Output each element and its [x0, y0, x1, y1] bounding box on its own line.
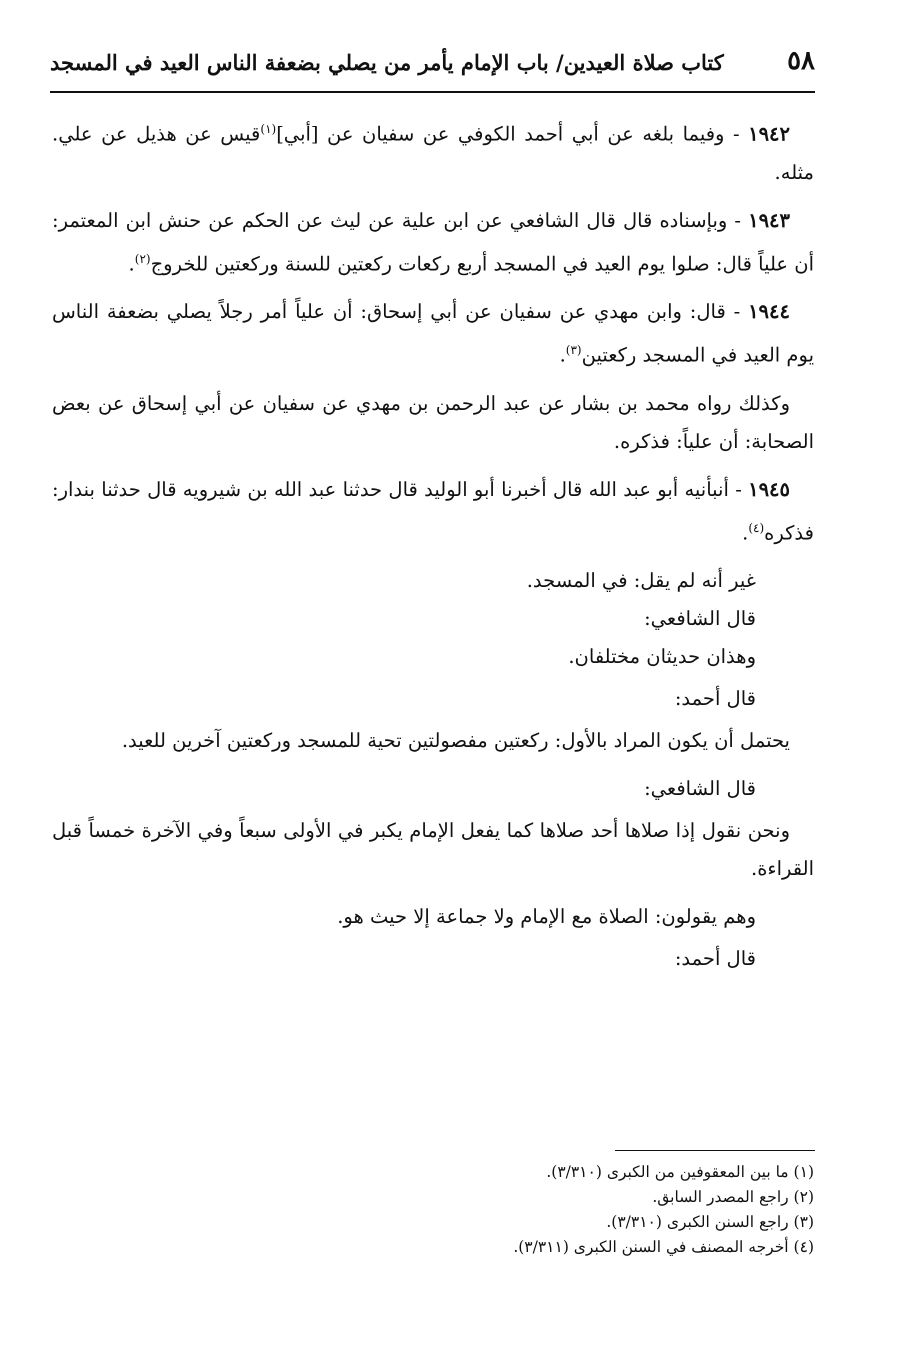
paragraph-riwaya [52, 385, 814, 461]
hadith-text: قال: وابن مهدي عن سفيان عن أبي إسحاق: أن علياً أمر رجلاً يصلي بضعفة الناس يوم العيد في المسجد ركعتين [52, 300, 814, 367]
footnote-4 [52, 1235, 814, 1260]
hadith-number: ١٩٤٣ [748, 208, 790, 232]
footnote-number: (٢) [793, 1188, 814, 1206]
footnote-ref: (٢) [134, 251, 151, 266]
footnotes [52, 1160, 814, 1260]
footnote-ref: (٣) [565, 343, 582, 357]
main-text [52, 110, 814, 982]
footnote-text: راجع المصدر السابق. [652, 1188, 789, 1206]
hadith-text-cont: . [559, 343, 566, 367]
hadith-1945 [52, 471, 814, 553]
hadith-separator: - [725, 300, 749, 323]
hadith-separator: - [724, 122, 749, 146]
header-rule [50, 91, 815, 93]
page-number: ٥٨ [787, 46, 815, 76]
speaker-ahmad: قال أحمد: [674, 687, 756, 710]
footnote-3 [52, 1210, 814, 1235]
footnote-number: (١) [793, 1163, 814, 1181]
speaker-shafii-2: قال الشافعي: [644, 777, 756, 800]
hadith-1944 [52, 293, 814, 375]
footnote-text: راجع السنن الكبرى (٣/٣١٠). [606, 1213, 789, 1231]
paragraph-text: وكذلك رواه محمد بن بشار عن عبد الرحمن بن مهدي عن سفيان عن أبي إسحاق عن بعض الصحابة: أن علياً: فذكره. [52, 391, 814, 453]
speaker-shafii: قال الشافعي: [644, 607, 756, 630]
footnote-1 [52, 1160, 814, 1185]
hadith-text: وبإسناده قال قال الشافعي عن ابن علية عن ليث عن الحكم عن حنش ابن المعتمر: أن علياً قال: صلوا يوم العيد في المسجد أربع ركعات ركعتين للسنة وركعتين للخروج [52, 208, 814, 275]
footnote-2 [52, 1185, 814, 1210]
hadith-separator: - [728, 477, 749, 501]
hadith-text-cont: قيس عن هذيل عن علي. مثله. [52, 122, 814, 184]
page-header [50, 40, 815, 88]
footnote-text: أخرجه المصنف في السنن الكبرى (٣/٣١١). [513, 1238, 789, 1256]
hadith-text: أنبأنيه أبو عبد الله قال أخبرنا أبو الوليد قال حدثنا عبد الله بن شيرويه قال حدثنا بندار: فذكره [52, 477, 814, 544]
paragraph-statement-2: وهم يقولون: الصلاة مع الإمام ولا جماعة إلا حيث هو. [337, 905, 756, 928]
footnote-ref: (١) [260, 122, 277, 136]
paragraph-note: غير أنه لم يقل: في المسجد. [526, 569, 756, 592]
hadith-1942 [52, 110, 814, 192]
hadith-separator: - [727, 208, 749, 232]
hadith-text-cont: . [128, 252, 135, 275]
speaker-ahmad-2: قال أحمد: [674, 947, 756, 970]
hadith-1943 [52, 202, 814, 284]
hadith-number: ١٩٤٤ [748, 300, 790, 323]
running-title: كتاب صلاة العيدين/ باب الإمام يأمر من يصلي بضعفة الناس العيد في المسجد [50, 50, 724, 75]
hadith-text-cont: . [742, 521, 749, 544]
hadith-text: وفيما بلغه عن أبي أحمد الكوفي عن سفيان عن [أبي] [276, 122, 725, 146]
hadith-number: ١٩٤٢ [748, 122, 790, 146]
footnote-text: ما بين المعقوفين من الكبرى (٣/٣١٠). [546, 1163, 789, 1181]
footnote-number: (٤) [793, 1238, 814, 1256]
footnote-number: (٣) [793, 1213, 814, 1231]
footnote-ref: (٤) [748, 520, 765, 535]
footnote-separator [615, 1150, 815, 1151]
paragraph-explanation: يحتمل أن يكون المراد بالأول: ركعتين مفصولتين تحية للمسجد وركعتين آخرين للعيد. [121, 729, 790, 752]
hadith-number: ١٩٤٥ [748, 477, 790, 501]
paragraph-opinion: ونحن نقول إذا صلاها أحد صلاها كما يفعل الإمام يكبر في الأولى سبعاً وفي الآخرة خمساً قبل القراءة. [52, 819, 814, 880]
paragraph-statement: وهذان حديثان مختلفان. [568, 645, 756, 668]
